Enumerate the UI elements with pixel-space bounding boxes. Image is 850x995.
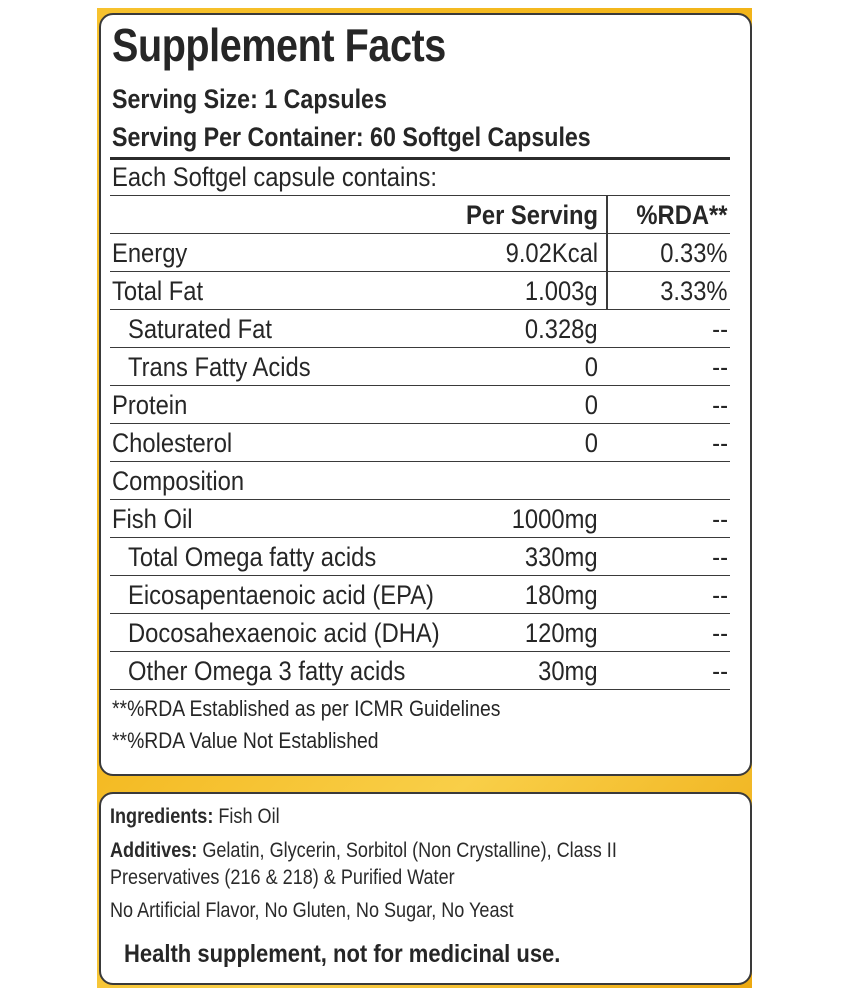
row-label: Total Omega fatty acids [128, 542, 377, 572]
row-rda: -- [712, 618, 728, 648]
row-label: Saturated Fat [128, 314, 272, 344]
row-value: 0 [584, 352, 598, 382]
row-value: 330mg [525, 542, 598, 572]
each-capsule-row [110, 160, 730, 196]
table-row [110, 234, 730, 272]
each-capsule-label: Each Softgel capsule contains: [112, 162, 437, 192]
table-row [110, 272, 730, 310]
row-value: 180mg [525, 580, 598, 610]
row-label: Total Fat [112, 276, 204, 306]
table-row [110, 652, 730, 690]
additives-line [110, 839, 617, 863]
row-label: Composition [112, 466, 245, 496]
ingredients-line [110, 805, 280, 829]
row-label: Other Omega 3 fatty acids [128, 656, 406, 686]
row-value: 120mg [525, 618, 598, 648]
column-header-row [110, 196, 730, 234]
row-rda: -- [712, 428, 728, 458]
row-rda: -- [712, 504, 728, 534]
table-row [110, 500, 730, 538]
row-rda: -- [712, 580, 728, 610]
ingredients-value: Fish Oil [218, 805, 280, 828]
row-rda: -- [712, 352, 728, 382]
row-value: 30mg [538, 656, 598, 686]
table-row [110, 576, 730, 614]
row-value: 1000mg [512, 504, 598, 534]
row-rda: 0.33% [660, 238, 728, 268]
row-rda: -- [712, 314, 728, 344]
row-value: 0 [584, 390, 598, 420]
row-label: Eicosapentaenoic acid (EPA) [128, 580, 434, 610]
table-row [110, 348, 730, 386]
row-label: Protein [112, 390, 188, 420]
rda-header: %RDA** [636, 200, 728, 230]
health-notice: Health supplement, not for medicinal use. [124, 940, 561, 968]
additives-value: Gelatin, Glycerin, Sorbitol (Non Crystalline), Class II [202, 839, 617, 862]
column-divider [606, 196, 608, 310]
additives-line-2: Preservatives (216 & 218) & Purified Water [110, 866, 455, 889]
table-row [110, 310, 730, 348]
table-row [110, 462, 730, 500]
per-serving-header: Per Serving [465, 200, 598, 230]
row-rda: 3.33% [660, 276, 728, 306]
serving-per-container: Serving Per Container: 60 Softgel Capsules [112, 122, 591, 152]
row-rda: -- [712, 656, 728, 686]
row-label: Docosahexaenoic acid (DHA) [128, 618, 440, 648]
footnote-rda-established: **%RDA Established as per ICMR Guidelines [112, 696, 501, 721]
footnote-rda-not-established: **%RDA Value Not Established [112, 728, 379, 753]
row-value: 9.02Kcal [505, 238, 598, 268]
row-value: 0.328g [525, 314, 598, 344]
row-label: Fish Oil [112, 504, 193, 534]
claims-line: No Artificial Flavor, No Gluten, No Sugar, No Yeast [110, 899, 514, 922]
row-value: 0 [584, 428, 598, 458]
row-rda: -- [712, 390, 728, 420]
additives-label: Additives: [110, 839, 198, 862]
ingredients-label: Ingredients: [110, 805, 214, 828]
table-row [110, 424, 730, 462]
row-value: 1.003g [525, 276, 598, 306]
table-row [110, 614, 730, 652]
table-row [110, 386, 730, 424]
label-title: Supplement Facts [112, 19, 446, 71]
row-label: Trans Fatty Acids [128, 352, 311, 382]
table-row [110, 538, 730, 576]
row-label: Energy [112, 238, 188, 268]
serving-size: Serving Size: 1 Capsules [112, 84, 387, 114]
row-rda: -- [712, 542, 728, 572]
row-label: Cholesterol [112, 428, 233, 458]
